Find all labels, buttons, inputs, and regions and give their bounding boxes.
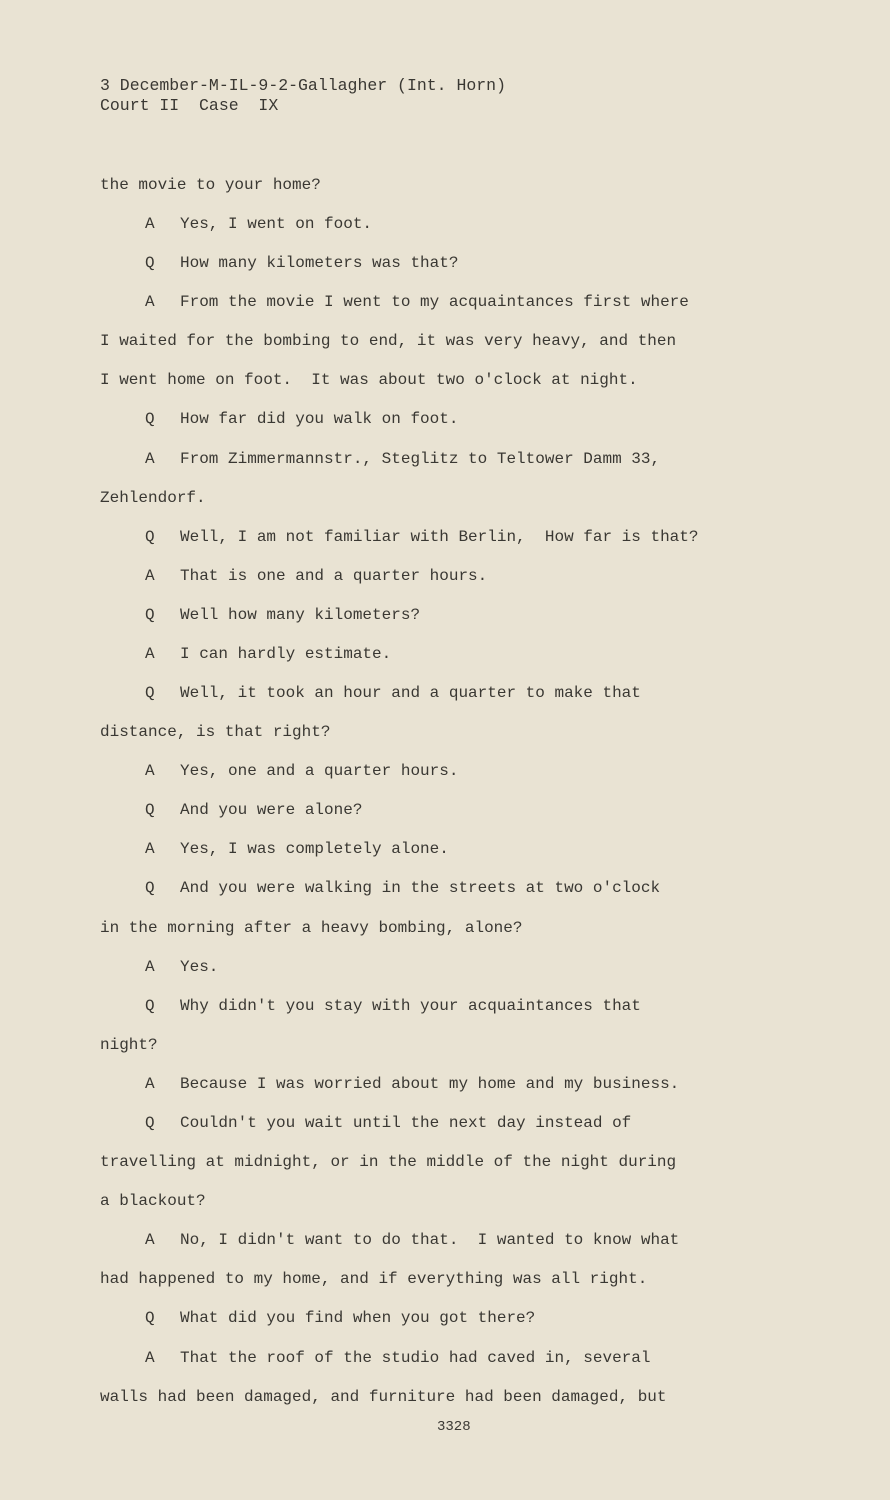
- transcript-line: [145, 605, 420, 625]
- line-text: From the movie I went to my acquaintances first where: [180, 293, 689, 311]
- transcript-line: [100, 370, 638, 390]
- line-text: I can hardly estimate.: [180, 645, 392, 663]
- speaker-marker: Q: [145, 801, 155, 819]
- line-text: I went home on foot. It was about two o'clock at night.: [100, 371, 638, 389]
- transcript-line: [145, 449, 660, 469]
- line-text: No, I didn't want to do that. I wanted to know what: [180, 1231, 680, 1249]
- speaker-marker: A: [145, 958, 155, 976]
- line-text: Why didn't you stay with your acquaintances that: [180, 997, 641, 1015]
- speaker-marker: A: [145, 215, 155, 233]
- speaker-marker: A: [145, 567, 155, 585]
- transcript-line: [145, 644, 391, 664]
- transcript-line: [145, 839, 449, 859]
- transcript-line: [145, 1348, 650, 1368]
- speaker-marker: Q: [145, 1114, 155, 1132]
- line-text: a blackout?: [100, 1192, 206, 1210]
- speaker-marker: A: [145, 645, 155, 663]
- line-text: And you were walking in the streets at two o'clock: [180, 879, 661, 897]
- speaker-marker: A: [145, 1075, 155, 1093]
- transcript-line: [100, 722, 330, 742]
- speaker-marker: Q: [145, 254, 155, 272]
- transcript-line: [100, 175, 321, 195]
- transcript-line: [145, 1074, 679, 1094]
- speaker-marker: Q: [145, 879, 155, 897]
- speaker-marker: A: [145, 450, 155, 468]
- speaker-marker: Q: [145, 997, 155, 1015]
- transcript-line: [145, 409, 458, 429]
- line-text: From Zimmermannstr., Steglitz to Teltower Damm 33,: [180, 450, 661, 468]
- line-text: How far did you walk on foot.: [180, 410, 459, 428]
- line-text: Because I was worried about my home and my business.: [180, 1075, 680, 1093]
- page-number: 3328: [437, 1419, 471, 1435]
- line-text: night?: [100, 1036, 158, 1054]
- transcript-line: [145, 1308, 535, 1328]
- transcript-line: [145, 1113, 631, 1133]
- speaker-marker: A: [145, 762, 155, 780]
- transcript-line: [145, 761, 458, 781]
- line-text: Well, I am not familiar with Berlin, How far is that?: [180, 528, 699, 546]
- transcript-line: [145, 527, 698, 547]
- line-text: Yes, one and a quarter hours.: [180, 762, 459, 780]
- transcript-line: [145, 292, 689, 312]
- transcript-line: [145, 253, 458, 273]
- speaker-marker: Q: [145, 528, 155, 546]
- line-text: distance, is that right?: [100, 723, 331, 741]
- line-text: That the roof of the studio had caved in, several: [180, 1349, 651, 1367]
- transcript-line: [100, 488, 206, 508]
- speaker-marker: Q: [145, 410, 155, 428]
- document-header-line-1: 3 December-M-IL-9-2-Gallagher (Int. Horn): [100, 76, 506, 95]
- transcript-line: [145, 683, 641, 703]
- transcript-line: [145, 957, 218, 977]
- line-text: Yes, I went on foot.: [180, 215, 373, 233]
- line-text: I waited for the bombing to end, it was very heavy, and then: [100, 332, 677, 350]
- transcript-line: [145, 878, 660, 898]
- transcript-line: [100, 1269, 647, 1289]
- transcript-line: [100, 1191, 206, 1211]
- line-text: That is one and a quarter hours.: [180, 567, 488, 585]
- line-text: Well, it took an hour and a quarter to make that: [180, 684, 641, 702]
- speaker-marker: A: [145, 1349, 155, 1367]
- line-text: Yes.: [180, 958, 219, 976]
- line-text: had happened to my home, and if everything was all right.: [100, 1270, 648, 1288]
- line-text: walls had been damaged, and furniture had been damaged, but: [100, 1388, 667, 1406]
- document-header-line-2: Court II Case IX: [100, 96, 279, 115]
- transcript-line: [100, 1152, 676, 1172]
- line-text: And you were alone?: [180, 801, 363, 819]
- transcript-line: [100, 1035, 158, 1055]
- speaker-marker: Q: [145, 684, 155, 702]
- line-text: What did you find when you got there?: [180, 1309, 536, 1327]
- speaker-marker: Q: [145, 606, 155, 624]
- line-text: Couldn't you wait until the next day instead of: [180, 1114, 632, 1132]
- speaker-marker: A: [145, 840, 155, 858]
- speaker-marker: A: [145, 1231, 155, 1249]
- line-text: How many kilometers was that?: [180, 254, 459, 272]
- transcript-line: [100, 918, 522, 938]
- transcript-line: [145, 800, 362, 820]
- line-text: Zehlendorf.: [100, 489, 206, 507]
- line-text: the movie to your home?: [100, 176, 321, 194]
- transcript-line: [145, 566, 487, 586]
- line-text: Well how many kilometers?: [180, 606, 421, 624]
- line-text: Yes, I was completely alone.: [180, 840, 449, 858]
- speaker-marker: A: [145, 293, 155, 311]
- line-text: in the morning after a heavy bombing, alone?: [100, 919, 523, 937]
- transcript-line: [145, 214, 372, 234]
- transcript-line: [145, 996, 641, 1016]
- line-text: travelling at midnight, or in the middle of the night during: [100, 1153, 677, 1171]
- transcript-line: [145, 1230, 679, 1250]
- transcript-line: [100, 331, 676, 351]
- transcript-line: [100, 1387, 667, 1407]
- speaker-marker: Q: [145, 1309, 155, 1327]
